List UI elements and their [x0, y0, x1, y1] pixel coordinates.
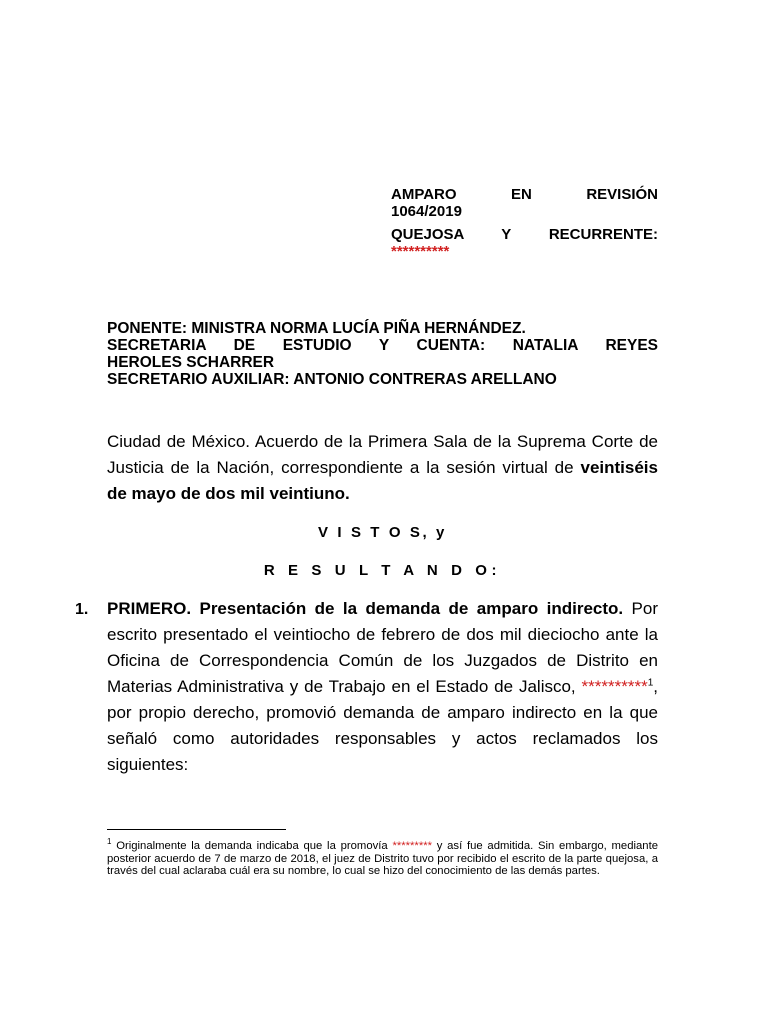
secretaria-line: SECRETARIA DE ESTUDIO Y CUENTA: NATALIA REYES — [107, 337, 658, 354]
secretaria-line-cont: HEROLES SCHARRER — [107, 354, 275, 371]
paragraph-primero — [107, 596, 658, 778]
paragraph-number: 1. — [75, 601, 89, 618]
case-header — [391, 186, 658, 260]
footnote-divider — [107, 829, 286, 830]
paragraph-text-a: Por escrito presentado el veintiocho de febrero de dos mil dieciocho ante la Oficina de Correspondencia Común de los Juzgados de Distrito en Materias Administrativa y de Trabajo en el Estado de Jalisco, — [107, 599, 658, 696]
paragraph-text-b: , por propio derecho, promovió demanda de amparo indirecto en la que señaló como autoridades responsables y actos reclamados los siguientes: — [107, 677, 658, 774]
intro-text: Ciudad de México. Acuerdo de la Primera Sala de la Suprema Corte de Justicia de la Nación, correspondiente a la sesión virtual de — [107, 432, 658, 477]
quejosa-redacted: ********** — [581, 677, 648, 696]
party-label: QUEJOSA Y RECURRENTE: — [391, 226, 658, 243]
vistos-heading: V I S T O S, y — [318, 524, 447, 541]
footnote-redacted: ********* — [392, 840, 433, 852]
case-number: 1064/2019 — [391, 203, 462, 220]
intro-paragraph — [107, 429, 658, 507]
paragraph-title: PRIMERO. Presentación de la demanda de amparo indirecto. — [107, 599, 624, 618]
resultando-heading: R E S U L T A N D O: — [263, 562, 502, 579]
session-date: veintiséis de mayo de dos mil veintiuno. — [107, 458, 658, 503]
auxiliar-line: SECRETARIO AUXILIAR: ANTONIO CONTRERAS ARELLANO — [107, 371, 557, 388]
footnote-text-b: y así fue admitida. Sin embargo, mediante posterior acuerdo de 7 de marzo de 2018, el juez de Distrito tuvo por recibido el escrito de la parte quejosa, a través del cual aclaraba cuál era su nombre, lo cual se hizo del conocimiento de las demás partes. — [107, 840, 658, 878]
footnote-reference[interactable]: 1 — [647, 677, 654, 689]
party-name-redacted: ********** — [391, 243, 450, 260]
case-type: AMPARO EN REVISIÓN — [391, 186, 658, 203]
ponente-block — [107, 320, 658, 388]
footnote-marker: 1 — [107, 837, 112, 847]
ponente-line: PONENTE: MINISTRA NORMA LUCÍA PIÑA HERNÁNDEZ. — [107, 320, 526, 337]
footnote-text-a: Originalmente la demanda indicaba que la promovía — [111, 840, 393, 852]
footnote — [107, 837, 658, 878]
